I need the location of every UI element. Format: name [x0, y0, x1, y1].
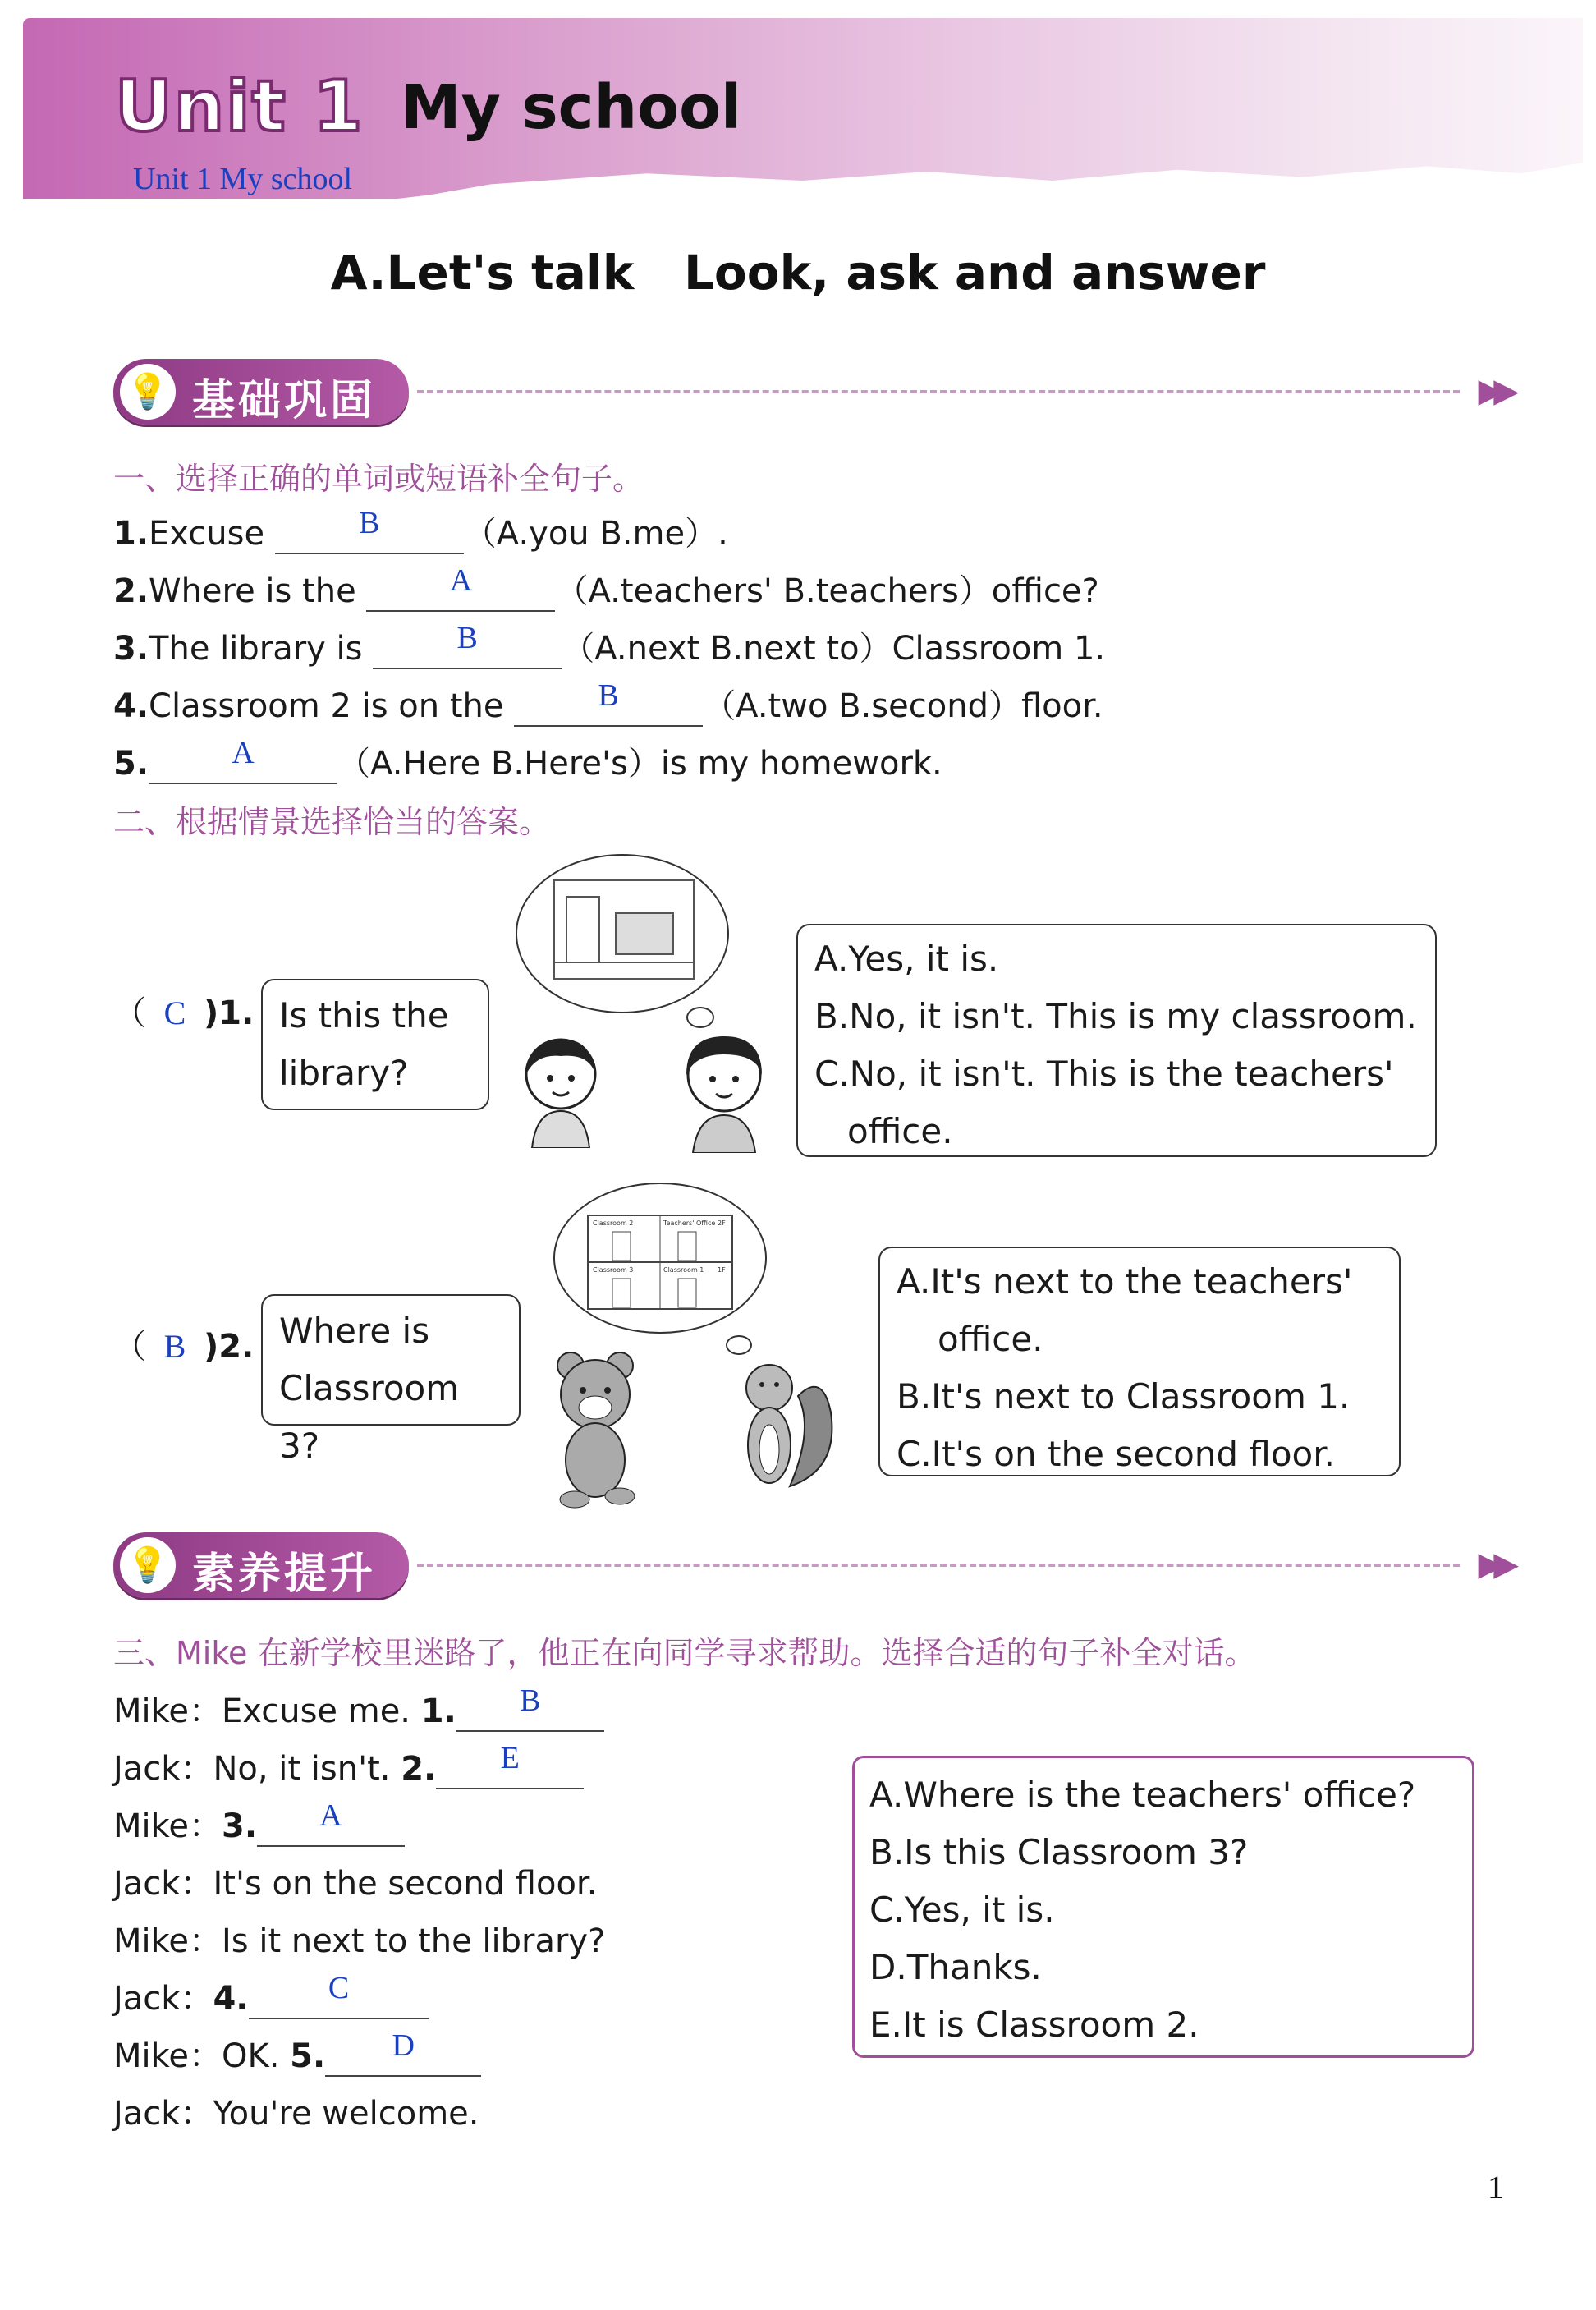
- item-number: 2.: [113, 572, 149, 610]
- page-number: 1: [1488, 2169, 1504, 2206]
- part2-instruction: 二、根据情景选择恰当的答案。: [113, 804, 551, 840]
- item-options: （A.Here B.Here's）is my homework.: [337, 745, 942, 783]
- speaker: Jack：: [113, 1865, 213, 1903]
- exercise-line-5: [113, 737, 942, 784]
- exercise-line-2: [113, 565, 1099, 612]
- part1-instruction: 一、选择正确的单词或短语补全句子。: [113, 461, 644, 497]
- part3-options-box: [852, 1756, 1474, 2058]
- item-options: （A.two B.second）floor.: [703, 687, 1103, 725]
- unit-subtitle: Unit 1 My school: [133, 162, 353, 196]
- lesson-title: A.Let's talk Look, ask and answer: [330, 245, 1266, 301]
- bubble-line: Where is: [279, 1311, 430, 1351]
- item-number: 5.: [113, 745, 149, 783]
- section-bar-basic: [113, 359, 1509, 425]
- answer-blank[interactable]: B: [514, 689, 703, 727]
- q1-thought-bubble: [516, 854, 729, 1013]
- q2-answer[interactable]: B: [163, 1328, 186, 1365]
- item-text: Classroom 2 is on the: [149, 687, 515, 725]
- dialogue-line-1: Mike：Excuse me. 1. B: [113, 1685, 604, 1732]
- dialogue-line-3: Mike：3. A: [113, 1800, 405, 1847]
- option-c: C.No, it isn't. This is the teachers': [814, 1054, 1394, 1094]
- exercise-line-3: [113, 622, 1105, 669]
- option-c-continued: office.: [847, 1111, 953, 1151]
- dialogue-line-2: Jack：No, it isn't. 2. E: [113, 1743, 584, 1789]
- item-text: Where is the: [149, 572, 367, 610]
- item-number: 1.: [113, 515, 149, 553]
- school-building-icon: [555, 1184, 765, 1332]
- option-d: D.Thanks.: [869, 1947, 1042, 1987]
- section-pill: [113, 359, 409, 425]
- item-options: （A.teachers' B.teachers）office?: [555, 572, 1099, 610]
- svg-text:Classroom 3: Classroom 3: [593, 1266, 634, 1274]
- svg-text:Classroom 2: Classroom 2: [593, 1219, 634, 1227]
- speaker: Mike：: [113, 1922, 222, 1960]
- q2-speech-bubble: [261, 1294, 521, 1466]
- dialogue-line-6: Jack：4. C: [113, 1972, 429, 2019]
- section-title: 基础巩固: [192, 376, 377, 425]
- answer-blank[interactable]: A: [149, 746, 337, 784]
- item-number: 4.: [113, 687, 149, 725]
- option-e: E.It is Classroom 2.: [869, 2005, 1199, 2045]
- unit-title: My school: [401, 72, 742, 143]
- answer-blank[interactable]: C: [249, 1982, 429, 2019]
- dialogue-line-8: Jack：You're welcome.: [113, 2095, 479, 2133]
- bubble-line: Is this the: [279, 995, 449, 1036]
- boy-character-icon: [675, 1030, 773, 1156]
- svg-text:2F: 2F: [718, 1219, 726, 1227]
- speaker: Jack：: [113, 1750, 213, 1788]
- thought-dot: [686, 1007, 714, 1028]
- q2-thought-bubble: [553, 1183, 767, 1334]
- exercise-line-1: [113, 507, 728, 554]
- item-text: The library is: [149, 630, 374, 668]
- answer-blank[interactable]: B: [373, 631, 562, 669]
- speaker: Mike：: [113, 2037, 222, 2075]
- speaker: Mike：: [113, 1807, 222, 1845]
- bubble-line: library?: [279, 1053, 409, 1093]
- option-a: A.Yes, it is.: [814, 939, 999, 979]
- q1-speech-bubble: [261, 979, 489, 1110]
- girl-character-icon: [516, 1033, 606, 1151]
- option-a-continued: office.: [938, 1319, 1043, 1359]
- svg-text:Classroom 1: Classroom 1: [663, 1266, 704, 1274]
- part3-instruction: 三、Mike 在新学校里迷路了，他正在向同学寻求帮助。选择合适的句子补全对话。: [113, 1635, 1256, 1671]
- speaker: Jack：: [113, 2095, 213, 2133]
- q1-answer[interactable]: C: [163, 994, 186, 1031]
- svg-text:1F: 1F: [718, 1266, 726, 1274]
- answer-blank[interactable]: B: [275, 517, 464, 554]
- dialogue-line-5: Mike：Is it next to the library?: [113, 1922, 606, 1960]
- item-text: Excuse: [149, 515, 275, 553]
- option-a: A.It's next to the teachers': [897, 1261, 1353, 1302]
- svg-text:Teachers' Office: Teachers' Office: [663, 1219, 716, 1227]
- section-divider: [417, 390, 1460, 393]
- answer-blank[interactable]: A: [257, 1809, 405, 1847]
- speaker: Jack：: [113, 1980, 213, 2018]
- dialogue-line-4: Jack：It's on the second floor.: [113, 1865, 598, 1903]
- section-bar-advanced: [113, 1532, 1509, 1598]
- option-b: B.It's next to Classroom 1.: [897, 1376, 1351, 1417]
- answer-blank[interactable]: D: [325, 2039, 481, 2077]
- option-c: C.It's on the second floor.: [897, 1434, 1336, 1474]
- item-options: （A.you B.me）.: [463, 515, 728, 553]
- answer-blank[interactable]: E: [436, 1752, 584, 1789]
- bear-character-icon: [542, 1345, 649, 1513]
- squirrel-character-icon: [732, 1347, 839, 1506]
- bubble-line: Classroom 3?: [279, 1368, 460, 1466]
- q2-options-box: [878, 1247, 1401, 1476]
- double-arrow-icon: ▶▶: [1478, 1545, 1509, 1583]
- library-scene-icon: [517, 856, 727, 1012]
- section-pill: [113, 1532, 409, 1598]
- q2-answer-paren: （ B )2.: [113, 1328, 255, 1366]
- lightbulb-icon: 💡: [120, 1537, 176, 1593]
- item-number: 3.: [113, 630, 149, 668]
- option-b: B.No, it isn't. This is my classroom.: [814, 996, 1417, 1036]
- section-divider: [417, 1564, 1460, 1567]
- exercise-line-4: [113, 680, 1103, 727]
- unit-badge: Unit 1: [115, 66, 365, 148]
- section-title: 素养提升: [192, 1550, 377, 1599]
- q1-answer-paren: （ C )1.: [113, 994, 255, 1032]
- speaker: Mike：: [113, 1692, 222, 1730]
- q1-options-box: [796, 924, 1437, 1157]
- item-options: （A.next B.next to）Classroom 1.: [562, 630, 1106, 668]
- dialogue-line-7: Mike：OK. 5. D: [113, 2030, 481, 2077]
- option-a: A.Where is the teachers' office?: [869, 1775, 1416, 1815]
- answer-blank[interactable]: A: [366, 574, 555, 612]
- answer-blank[interactable]: B: [456, 1694, 604, 1732]
- lightbulb-icon: 💡: [120, 364, 176, 420]
- option-b: B.Is this Classroom 3?: [869, 1832, 1249, 1872]
- double-arrow-icon: ▶▶: [1478, 372, 1509, 410]
- option-c: C.Yes, it is.: [869, 1890, 1055, 1930]
